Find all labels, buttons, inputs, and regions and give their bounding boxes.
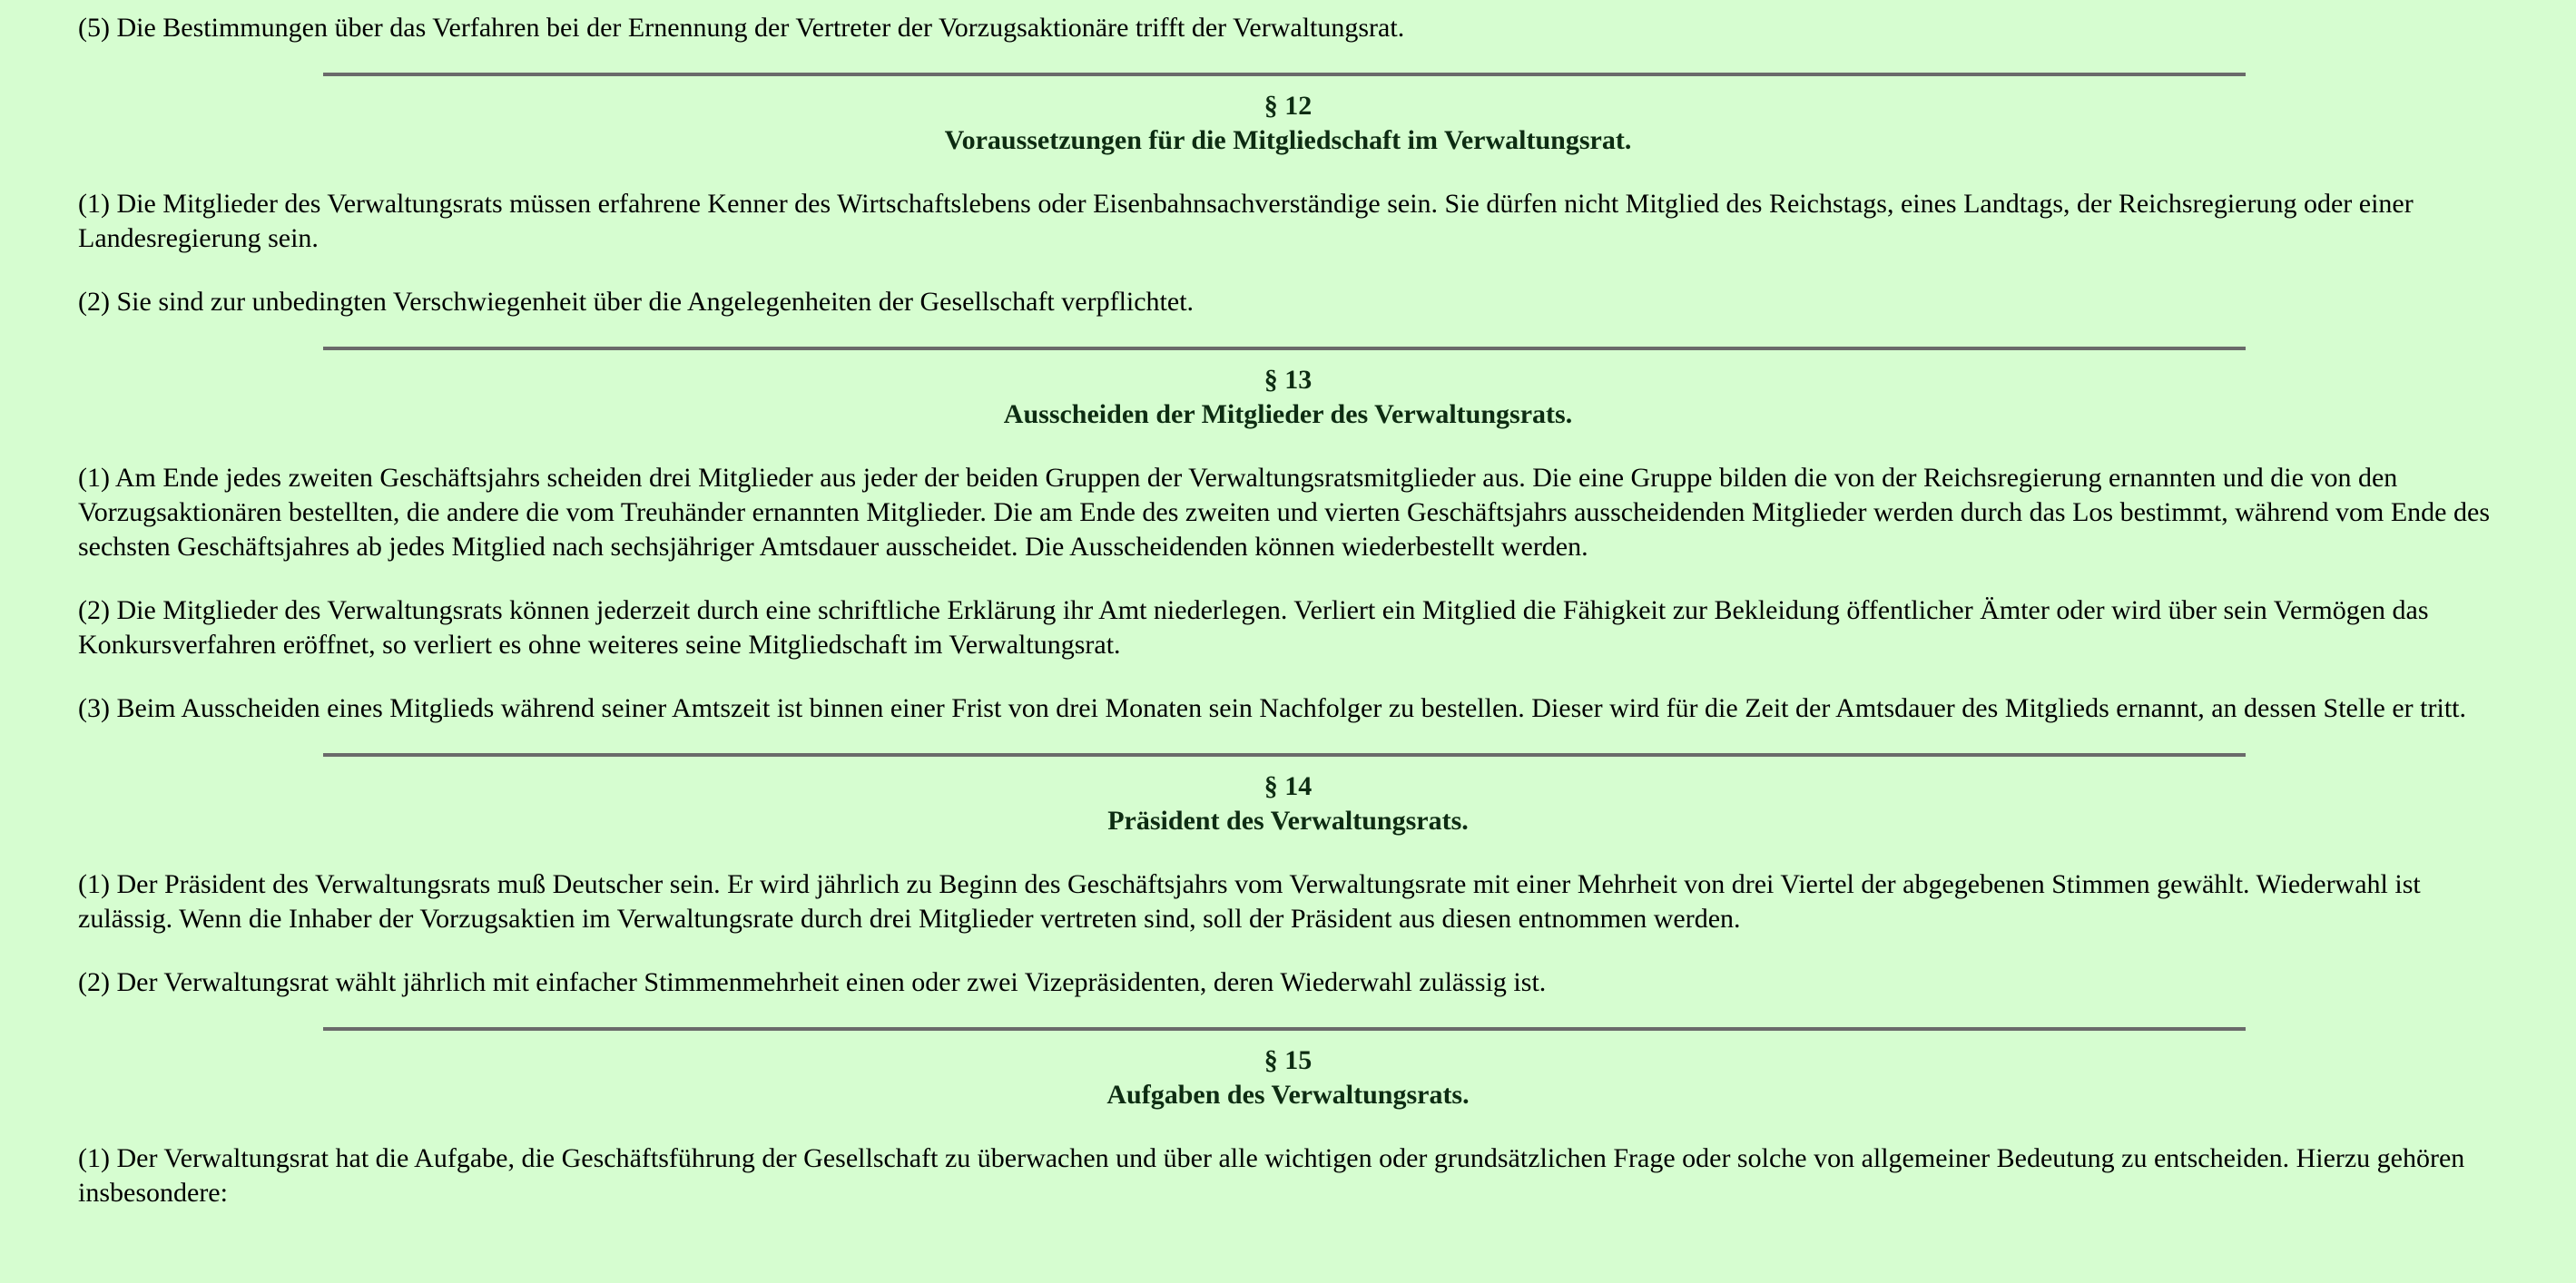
section-number: § 13: [1263, 365, 1313, 395]
paragraph-s13-3: (3) Beim Ausscheiden eines Mitglieds während seiner Amtszeit ist binnen einer Frist von drei Monaten sein Nachfolger zu bestellen. Dieser wird für die Zeit der Amtsdauer des Mitglieds ernannt, an dessen Stelle er tritt.: [78, 693, 2466, 723]
paragraph-s14-2: (2) Der Verwaltungsrat wählt jährlich mit einfacher Stimmenmehrheit einen oder zwei Vizepräsidenten, deren Wiederwahl zulässig ist.: [78, 967, 1547, 997]
section-title: Ausscheiden der Mitglieder des Verwaltungsrats.: [1003, 399, 1573, 429]
section-divider: [323, 1027, 2246, 1031]
section-divider: [323, 347, 2246, 350]
paragraph-s15-1: (1) Der Verwaltungsrat hat die Aufgabe, die Geschäftsführung der Gesellschaft zu überwachen und über alle wichtigen oder grundsätzlichen Frage oder solche von allgemeiner Bedeutung zu entscheiden. Hierzu gehören insbesondere:: [78, 1143, 2465, 1208]
section-number: § 12: [1263, 91, 1313, 121]
section-title: Aufgaben des Verwaltungsrats.: [1106, 1080, 1470, 1110]
section-divider: [323, 73, 2246, 76]
section-number: § 15: [1263, 1045, 1313, 1075]
section-number: § 14: [1263, 771, 1313, 801]
paragraph-s12-2: (2) Sie sind zur unbedingten Verschwiegenheit über die Angelegenheiten der Gesellschaft verpflichtet.: [78, 287, 1195, 317]
paragraph-s13-1: (1) Am Ende jedes zweiten Geschäftsjahrs scheiden drei Mitglieder aus jeder der beiden Gruppen der Verwaltungsratsmitglieder aus. Die eine Gruppe bilden die von der Reichsregierung ernannten und die von den Vorzugsaktionären bestellten, die andere die vom Treuhänder ernannten Mitglieder. Die am Ende des zweiten und vierten Geschäftsjahrs ausscheidenden Mitglieder werden durch das Los bestimmt, während vom Ende des sechsten Geschäftsjahres ab jedes Mitglied nach sechsjähriger Amtsdauer ausscheidet. Die Ausscheidenden können wiederbestellt werden.: [78, 463, 2490, 562]
paragraph-s14-1: (1) Der Präsident des Verwaltungsrats muß Deutscher sein. Er wird jährlich zu Beginn des Geschäftsjahrs vom Verwaltungsrate mit einer Mehrheit von drei Viertel der abgegebenen Stimmen gewählt. Wiederwahl ist zulässig. Wenn die Inhaber der Vorzugsaktien im Verwaltungsrate durch drei Mitglieder vertreten sind, soll der Präsident aus diesen entnommen werden.: [78, 869, 2421, 934]
section-title: Präsident des Verwaltungsrats.: [1107, 806, 1469, 836]
section-heading-12: [78, 89, 2498, 158]
paragraph-s11-5: (5) Die Bestimmungen über das Verfahren bei der Ernennung der Vertreter der Vorzugsaktionäre trifft der Verwaltungsrat.: [78, 13, 1405, 43]
section-heading-13: [78, 363, 2498, 432]
section-title: Voraussetzungen für die Mitgliedschaft im Verwaltungsrat.: [944, 125, 1632, 155]
section-divider: [323, 753, 2246, 757]
paragraph-s13-2: (2) Die Mitglieder des Verwaltungsrats können jederzeit durch eine schriftliche Erklärung ihr Amt niederlegen. Verliert ein Mitglied die Fähigkeit zur Bekleidung öffentlicher Ämter oder wird über sein Vermögen das Konkursverfahren eröffnet, so verliert es ohne weiteres seine Mitgliedschaft im Verwaltungsrat.: [78, 595, 2429, 660]
section-heading-15: [78, 1043, 2498, 1112]
paragraph-s12-1: (1) Die Mitglieder des Verwaltungsrats müssen erfahrene Kenner des Wirtschaftslebens oder Eisenbahnsachverständige sein. Sie dürfen nicht Mitglied des Reichstags, eines Landtags, der Reichsregierung oder einer Landesregierung sein.: [78, 189, 2414, 253]
section-heading-14: [78, 769, 2498, 838]
